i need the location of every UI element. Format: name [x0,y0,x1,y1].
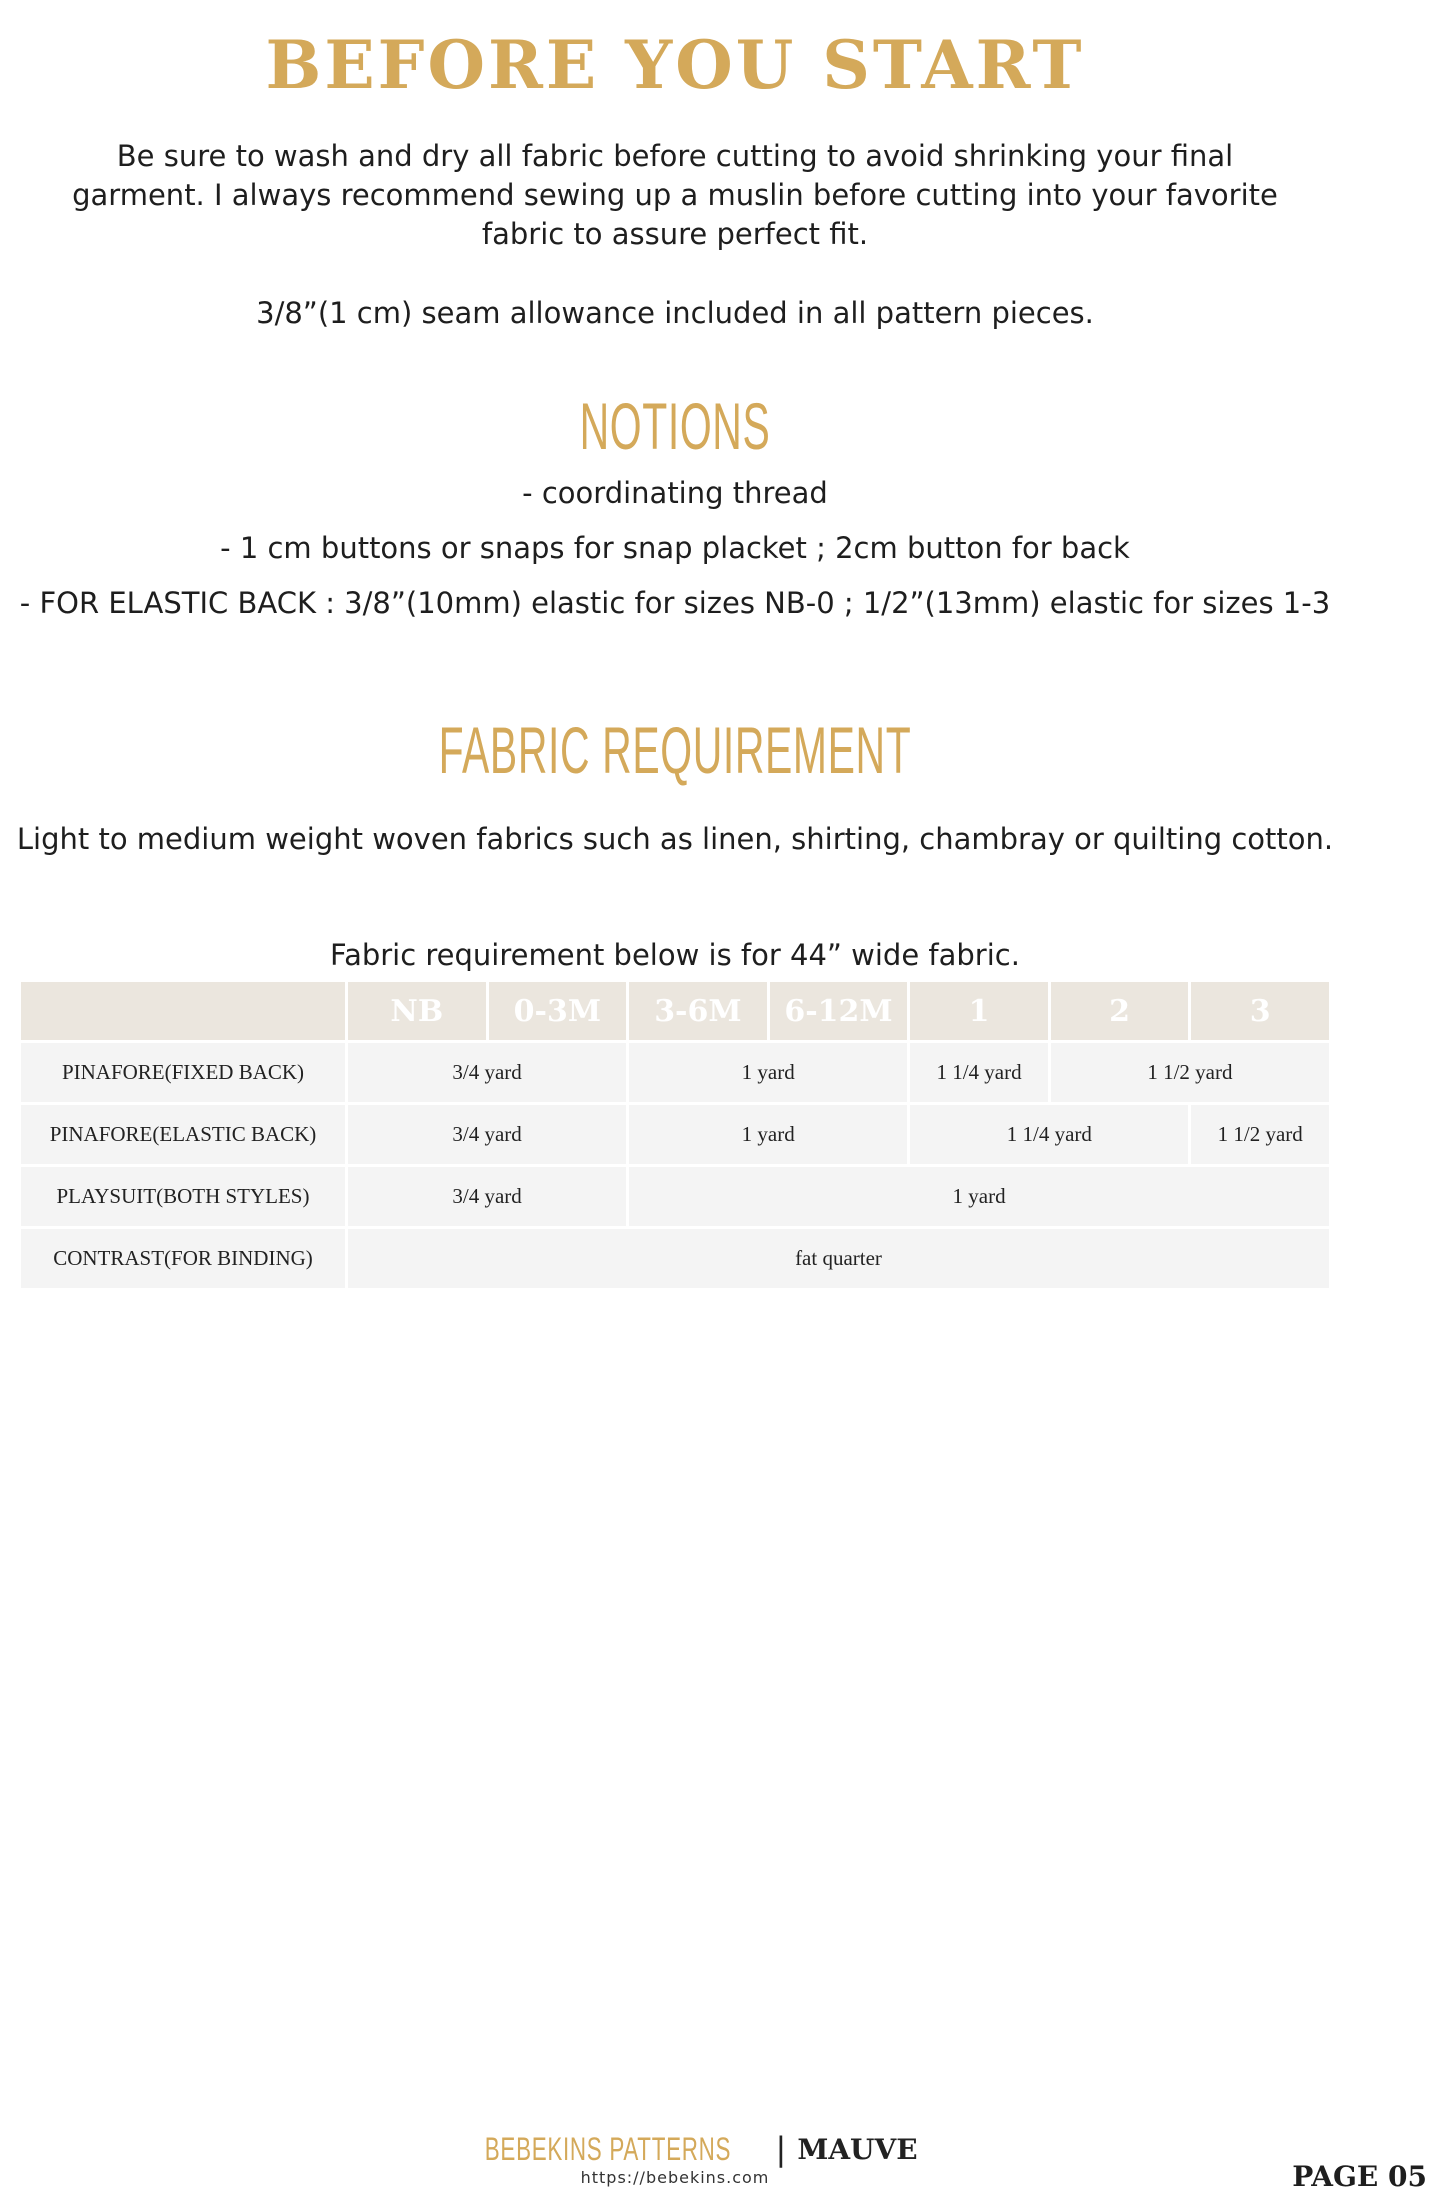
seam-allowance-note: 3/8”(1 cm) seam allowance included in all pattern pieces. [256,296,1094,330]
notion-item: - coordinating thread [522,476,828,510]
size-header: NB [348,982,486,1040]
fabric-description: Light to medium weight woven fabrics such as linen, shirting, chambray or quilting cotton. [16,822,1334,856]
table-header-row [21,982,1329,1040]
row-label: PLAYSUIT(BOTH STYLES) [21,1167,345,1226]
size-header: 2 [1051,982,1189,1040]
table-row [21,1167,1329,1226]
table-cell: 1 1/2 yard [1051,1043,1329,1102]
pattern-name: MAUVE [797,2132,918,2166]
table-cell: 1 1/4 yard [910,1105,1188,1164]
table-cell: 3/4 yard [348,1105,626,1164]
brand-separator: | [775,2130,787,2168]
size-header: 6-12M [770,982,908,1040]
footer-url[interactable]: https://bebekins.com [580,2168,770,2187]
table-row [21,1043,1329,1102]
table-cell: 3/4 yard [348,1167,626,1226]
fabric-width-note: Fabric requirement below is for 44” wide fabric. [330,938,1020,972]
row-label: CONTRAST(FOR BINDING) [21,1229,345,1288]
table-row [21,1229,1329,1288]
table-cell: 1 yard [629,1105,907,1164]
header-empty-cell [21,982,345,1040]
notions-heading: NOTIONS [579,389,771,463]
size-header: 3-6M [629,982,767,1040]
size-header: 3 [1191,982,1329,1040]
size-header: 0-3M [489,982,627,1040]
brand-name: BEBEKINS PATTERNS [485,2130,732,2167]
notion-item: - FOR ELASTIC BACK : 3/8”(10mm) elastic for sizes NB-0 ; 1/2”(13mm) elastic for sizes 1-3 [19,586,1331,620]
table-cell: 1 1/4 yard [910,1043,1048,1102]
table-cell: fat quarter [348,1229,1329,1288]
size-header: 1 [910,982,1048,1040]
intro-paragraph: Be sure to wash and dry all fabric before cutting to avoid shrinking your final garment. I always recommend sewing up a muslin before cutting into your favorite fabric to assure perfect fit. [72,139,1278,251]
page-title: BEFORE YOU START [265,26,1085,104]
page-number: PAGE 05 [1292,2160,1427,2190]
row-label: PINAFORE(FIXED BACK) [21,1043,345,1102]
table-row [21,1105,1329,1164]
table-cell: 1 yard [629,1043,907,1102]
notion-item: - 1 cm buttons or snaps for snap placket ; 2cm button for back [220,531,1130,565]
fabric-requirement-heading: FABRIC REQUIREMENT [438,713,912,787]
table-cell: 3/4 yard [348,1043,626,1102]
row-label: PINAFORE(ELASTIC BACK) [21,1105,345,1164]
table-cell: 1 yard [629,1167,1329,1226]
fabric-requirement-table [18,979,1332,1291]
table-cell: 1 1/2 yard [1191,1105,1329,1164]
footer-brand [0,2130,1350,2168]
